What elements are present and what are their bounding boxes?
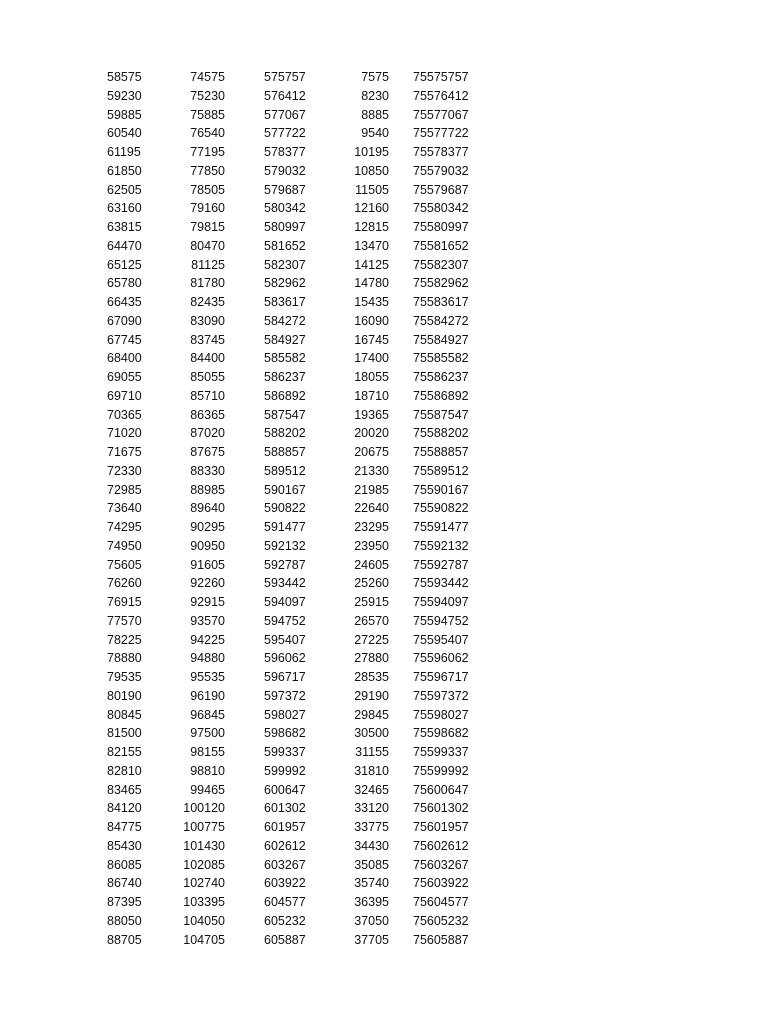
table-cell-col-5: 75600647: [413, 782, 469, 797]
table-row: [0, 368, 768, 387]
table-cell-col-1: 87395: [107, 895, 142, 909]
table-cell-col-5: 75586892: [413, 388, 469, 403]
table-cell-col-4: 24605: [354, 557, 389, 572]
table-cell-col-4: 22640: [354, 501, 389, 516]
table-cell-col-5: 75590822: [413, 501, 469, 516]
table-row: [0, 612, 768, 631]
table-cell-col-1: 74950: [107, 538, 142, 553]
table-cell-col-2: 88985: [190, 482, 225, 497]
table-cell-col-2: 84400: [190, 351, 225, 366]
table-cell-col-3: 588202: [264, 426, 306, 441]
table-cell-col-1: 77570: [107, 613, 142, 628]
table-cell-col-3: 577722: [264, 126, 306, 141]
table-cell-col-2: 97500: [190, 726, 225, 741]
table-cell-col-1: 81500: [107, 726, 142, 741]
table-cell-col-5: 75592132: [413, 538, 469, 553]
table-cell-col-2: 103395: [183, 895, 225, 909]
table-cell-col-1: 69710: [107, 388, 142, 403]
table-cell-col-2: 104705: [183, 932, 225, 947]
table-cell-col-1: 76260: [107, 576, 142, 591]
table-cell-col-1: 65780: [107, 276, 142, 291]
table-cell-col-2: 91605: [190, 557, 225, 572]
table-row: [0, 462, 768, 481]
table-cell-col-2: 92915: [190, 595, 225, 609]
table-row: [0, 818, 768, 837]
table-cell-col-5: 75577722: [413, 126, 469, 141]
table-cell-col-5: 75597372: [413, 688, 469, 703]
table-cell-col-5: 75598682: [413, 726, 469, 741]
table-row: [0, 106, 768, 125]
table-cell-col-4: 21985: [354, 482, 389, 497]
table-cell-col-4: 30500: [354, 726, 389, 741]
table-cell-col-4: 18055: [354, 370, 389, 384]
table-cell-col-2: 80470: [190, 238, 225, 253]
table-row: [0, 312, 768, 331]
table-row: [0, 331, 768, 350]
table-cell-col-4: 35085: [354, 857, 389, 872]
table-cell-col-1: 84775: [107, 820, 142, 834]
table-cell-col-3: 575757: [264, 70, 306, 84]
table-cell-col-3: 605232: [264, 913, 306, 928]
table-row: [0, 593, 768, 612]
table-cell-col-4: 9540: [361, 126, 389, 141]
table-cell-col-3: 597372: [264, 688, 306, 703]
table-cell-col-1: 71020: [107, 426, 142, 441]
table-row: [0, 124, 768, 143]
table-cell-col-3: 592132: [264, 538, 306, 553]
table-cell-col-1: 76915: [107, 595, 142, 609]
table-row: [0, 274, 768, 293]
table-cell-col-3: 579032: [264, 163, 306, 178]
table-cell-col-3: 587547: [264, 407, 306, 422]
table-cell-col-2: 102740: [183, 876, 225, 891]
table-cell-col-5: 75594752: [413, 613, 469, 628]
table-cell-col-2: 75885: [190, 107, 225, 122]
table-cell-col-5: 75587547: [413, 407, 469, 422]
table-cell-col-2: 100120: [183, 801, 225, 816]
table-cell-col-1: 67090: [107, 313, 142, 328]
table-row: [0, 349, 768, 368]
table-cell-col-1: 67745: [107, 332, 142, 347]
table-cell-col-3: 578377: [264, 145, 306, 159]
table-cell-col-3: 592787: [264, 557, 306, 572]
table-cell-col-2: 98810: [190, 763, 225, 778]
table-cell-col-5: 75580342: [413, 201, 469, 216]
table-cell-col-4: 25260: [354, 576, 389, 591]
table-cell-col-2: 87675: [190, 445, 225, 459]
table-row: [0, 687, 768, 706]
table-cell-col-3: 599337: [264, 745, 306, 759]
table-cell-col-4: 12815: [354, 220, 389, 234]
table-cell-col-4: 26570: [354, 613, 389, 628]
table-row: [0, 406, 768, 425]
table-row: [0, 518, 768, 537]
table-cell-col-1: 66435: [107, 295, 142, 309]
table-cell-col-1: 65125: [107, 257, 142, 272]
table-cell-col-5: 75586237: [413, 370, 469, 384]
table-cell-col-2: 85710: [190, 388, 225, 403]
table-cell-col-2: 76540: [190, 126, 225, 141]
table-cell-col-2: 100775: [183, 820, 225, 834]
table-cell-col-3: 580997: [264, 220, 306, 234]
table-row: [0, 837, 768, 856]
table-cell-col-5: 75584272: [413, 313, 469, 328]
table-cell-col-2: 95535: [190, 670, 225, 684]
table-cell-col-4: 23950: [354, 538, 389, 553]
table-cell-col-2: 98155: [190, 745, 225, 759]
table-cell-col-5: 75581652: [413, 238, 469, 253]
table-row: [0, 743, 768, 762]
table-cell-col-2: 93570: [190, 613, 225, 628]
table-cell-col-3: 603922: [264, 876, 306, 891]
table-cell-col-3: 594752: [264, 613, 306, 628]
table-cell-col-4: 14780: [354, 276, 389, 291]
table-row: [0, 931, 768, 950]
table-cell-col-4: 32465: [354, 782, 389, 797]
table-cell-col-1: 72985: [107, 482, 142, 497]
table-cell-col-4: 29190: [354, 688, 389, 703]
table-row: [0, 574, 768, 593]
table-cell-col-3: 581652: [264, 238, 306, 253]
table-cell-col-4: 7575: [361, 70, 389, 84]
table-cell-col-3: 582307: [264, 257, 306, 272]
table-cell-col-2: 90295: [190, 520, 225, 534]
table-cell-col-5: 75596717: [413, 670, 469, 684]
table-cell-col-3: 583617: [264, 295, 306, 309]
table-cell-col-5: 75575757: [413, 70, 469, 84]
table-cell-col-5: 75588202: [413, 426, 469, 441]
table-cell-col-5: 75603267: [413, 857, 469, 872]
table-cell-col-1: 74295: [107, 520, 142, 534]
table-cell-col-4: 31810: [354, 763, 389, 778]
table-row: [0, 724, 768, 743]
table-cell-col-5: 75584927: [413, 332, 469, 347]
table-cell-col-1: 62505: [107, 182, 142, 197]
table-cell-col-4: 19365: [354, 407, 389, 422]
table-cell-col-2: 79815: [190, 220, 225, 234]
table-cell-col-5: 75588857: [413, 445, 469, 459]
table-cell-col-5: 75579687: [413, 182, 469, 197]
table-cell-col-1: 84120: [107, 801, 142, 816]
table-cell-col-1: 75605: [107, 557, 142, 572]
table-cell-col-1: 61195: [107, 145, 141, 159]
table-cell-col-2: 79160: [190, 201, 225, 216]
table-cell-col-3: 605887: [264, 932, 306, 947]
table-cell-col-4: 21330: [354, 463, 389, 478]
table-cell-col-4: 36395: [354, 895, 389, 909]
table-cell-col-2: 94880: [190, 651, 225, 666]
table-cell-col-3: 600647: [264, 782, 306, 797]
table-cell-col-1: 60540: [107, 126, 142, 141]
table-cell-col-5: 75605887: [413, 932, 469, 947]
table-cell-col-3: 602612: [264, 838, 306, 853]
table-cell-col-1: 80845: [107, 707, 142, 722]
table-cell-col-2: 96845: [190, 707, 225, 722]
table-cell-col-5: 75602612: [413, 838, 469, 853]
table-row: [0, 799, 768, 818]
table-cell-col-2: 82435: [190, 295, 225, 309]
table-cell-col-3: 601957: [264, 820, 306, 834]
table-cell-col-2: 85055: [190, 370, 225, 384]
table-cell-col-4: 33775: [354, 820, 389, 834]
table-cell-col-5: 75601957: [413, 820, 469, 834]
table-cell-col-3: 593442: [264, 576, 306, 591]
table-cell-col-4: 29845: [354, 707, 389, 722]
table-cell-col-2: 92260: [190, 576, 225, 591]
table-cell-col-4: 10195: [354, 145, 389, 159]
table-row: [0, 706, 768, 725]
table-row: [0, 424, 768, 443]
table-cell-col-1: 59230: [107, 88, 142, 103]
table-cell-col-4: 28535: [354, 670, 389, 684]
table-cell-col-4: 20020: [354, 426, 389, 441]
table-cell-col-2: 96190: [190, 688, 225, 703]
table-cell-col-3: 590822: [264, 501, 306, 516]
table-cell-col-1: 82155: [107, 745, 142, 759]
table-cell-col-1: 86740: [107, 876, 142, 891]
table-cell-col-2: 78505: [190, 182, 225, 197]
table-cell-col-3: 596717: [264, 670, 306, 684]
table-row: [0, 68, 768, 87]
table-cell-col-5: 75589512: [413, 463, 469, 478]
table-cell-col-3: 595407: [264, 632, 306, 647]
table-cell-col-2: 94225: [190, 632, 225, 647]
table-cell-col-3: 596062: [264, 651, 306, 666]
table-row: [0, 649, 768, 668]
table-cell-col-4: 15435: [354, 295, 389, 309]
table-cell-col-4: 27880: [354, 651, 389, 666]
table-cell-col-4: 10850: [354, 163, 389, 178]
table-cell-col-5: 75590167: [413, 482, 469, 497]
table-cell-col-2: 75230: [190, 88, 225, 103]
table-cell-col-3: 604577: [264, 895, 306, 909]
table-cell-col-2: 99465: [190, 782, 225, 797]
table-row: [0, 912, 768, 931]
table-row: [0, 218, 768, 237]
table-cell-col-2: 90950: [190, 538, 225, 553]
table-row: [0, 387, 768, 406]
table-row: [0, 256, 768, 275]
table-cell-col-3: 603267: [264, 857, 306, 872]
table-cell-col-3: 591477: [264, 520, 306, 534]
table-cell-col-1: 85430: [107, 838, 142, 853]
table-cell-col-4: 18710: [354, 388, 389, 403]
table-cell-col-5: 75591477: [413, 520, 469, 534]
table-cell-col-3: 588857: [264, 445, 306, 459]
table-row: [0, 537, 768, 556]
table-row: [0, 874, 768, 893]
table-cell-col-2: 83745: [190, 332, 225, 347]
table-cell-col-4: 31155: [355, 745, 389, 759]
table-cell-col-3: 599992: [264, 763, 306, 778]
table-cell-col-2: 83090: [190, 313, 225, 328]
table-cell-col-4: 37705: [354, 932, 389, 947]
table-row: [0, 893, 768, 912]
table-cell-col-1: 73640: [107, 501, 142, 516]
table-cell-col-3: 582962: [264, 276, 306, 291]
table-cell-col-2: 87020: [190, 426, 225, 441]
table-cell-col-3: 586237: [264, 370, 306, 384]
table-cell-col-1: 59885: [107, 107, 142, 122]
table-row: [0, 556, 768, 575]
table-row: [0, 181, 768, 200]
table-cell-col-3: 601302: [264, 801, 306, 816]
table-cell-col-2: 77195: [190, 145, 225, 159]
table-row: [0, 631, 768, 650]
table-cell-col-1: 78225: [107, 632, 142, 647]
table-cell-col-4: 13470: [354, 238, 389, 253]
table-row: [0, 762, 768, 781]
table-cell-col-5: 75598027: [413, 707, 469, 722]
table-cell-col-1: 88050: [107, 913, 142, 928]
table-cell-col-1: 72330: [107, 463, 142, 478]
table-cell-col-5: 75605232: [413, 913, 469, 928]
table-cell-col-2: 104050: [183, 913, 225, 928]
table-cell-col-5: 75577067: [413, 107, 469, 122]
table-cell-col-3: 590167: [264, 482, 306, 497]
table-cell-col-5: 75604577: [413, 895, 469, 909]
table-cell-col-5: 75596062: [413, 651, 469, 666]
table-cell-col-1: 80190: [107, 688, 142, 703]
table-cell-col-2: 102085: [183, 857, 225, 872]
table-cell-col-2: 81780: [190, 276, 225, 291]
table-cell-col-1: 68400: [107, 351, 142, 366]
table-cell-col-5: 75599337: [413, 745, 469, 759]
table-cell-col-3: 594097: [264, 595, 306, 609]
table-cell-col-5: 75592787: [413, 557, 469, 572]
table-cell-col-3: 577067: [264, 107, 306, 122]
table-cell-col-4: 17400: [354, 351, 389, 366]
table-row: [0, 668, 768, 687]
table-cell-col-3: 584272: [264, 313, 306, 328]
table-cell-col-5: 75578377: [413, 145, 469, 159]
table-row: [0, 199, 768, 218]
table-cell-col-5: 75582962: [413, 276, 469, 291]
table-row: [0, 856, 768, 875]
table-cell-col-4: 8885: [361, 107, 389, 122]
table-cell-col-4: 34430: [354, 838, 389, 853]
table-cell-col-5: 75599992: [413, 763, 469, 778]
table-cell-col-5: 75579032: [413, 163, 469, 178]
table-cell-col-2: 74575: [190, 70, 225, 84]
table-cell-col-4: 16090: [354, 313, 389, 328]
table-row: [0, 499, 768, 518]
table-cell-col-4: 35740: [354, 876, 389, 891]
table-cell-col-1: 83465: [107, 782, 142, 797]
table-cell-col-2: 81125: [191, 257, 225, 272]
table-cell-col-3: 576412: [264, 88, 306, 103]
table-cell-col-3: 579687: [264, 182, 306, 197]
table-cell-col-1: 78880: [107, 651, 142, 666]
table-cell-col-4: 8230: [361, 88, 389, 103]
number-table: [0, 68, 768, 949]
table-cell-col-5: 75583617: [413, 295, 469, 309]
table-cell-col-4: 33120: [354, 801, 389, 816]
table-cell-col-5: 75582307: [413, 257, 469, 272]
table-cell-col-3: 584927: [264, 332, 306, 347]
table-cell-col-4: 11505: [355, 182, 389, 197]
table-row: [0, 143, 768, 162]
table-cell-col-1: 86085: [107, 857, 142, 872]
table-cell-col-1: 70365: [107, 407, 142, 422]
table-row: [0, 481, 768, 500]
table-cell-col-2: 101430: [183, 838, 225, 853]
table-cell-col-5: 75601302: [413, 801, 469, 816]
table-cell-col-3: 580342: [264, 201, 306, 216]
table-cell-col-5: 75593442: [413, 576, 469, 591]
table-cell-col-3: 586892: [264, 388, 306, 403]
table-cell-col-2: 77850: [190, 163, 225, 178]
table-cell-col-4: 23295: [354, 520, 389, 534]
table-cell-col-1: 71675: [107, 445, 142, 459]
table-cell-col-4: 12160: [354, 201, 389, 216]
table-row: [0, 87, 768, 106]
table-cell-col-1: 63160: [107, 201, 142, 216]
table-cell-col-5: 75576412: [413, 88, 469, 103]
table-cell-col-5: 75603922: [413, 876, 469, 891]
table-cell-col-3: 589512: [264, 463, 306, 478]
table-cell-col-4: 25915: [354, 595, 389, 609]
table-cell-col-4: 14125: [354, 257, 389, 272]
table-cell-col-1: 79535: [107, 670, 142, 684]
table-cell-col-1: 64470: [107, 238, 142, 253]
table-cell-col-1: 58575: [107, 70, 142, 84]
table-row: [0, 237, 768, 256]
table-cell-col-5: 75595407: [413, 632, 469, 647]
table-cell-col-1: 63815: [107, 220, 142, 234]
table-cell-col-3: 585582: [264, 351, 306, 366]
table-row: [0, 443, 768, 462]
table-cell-col-2: 89640: [190, 501, 225, 516]
table-cell-col-4: 37050: [354, 913, 389, 928]
table-cell-col-1: 61850: [107, 163, 142, 178]
table-cell-col-1: 82810: [107, 763, 142, 778]
table-cell-col-1: 69055: [107, 370, 142, 384]
table-cell-col-5: 75580997: [413, 220, 469, 234]
table-cell-col-5: 75594097: [413, 595, 469, 609]
table-cell-col-3: 598027: [264, 707, 306, 722]
table-cell-col-4: 20675: [354, 445, 389, 459]
table-cell-col-2: 86365: [190, 407, 225, 422]
table-row: [0, 162, 768, 181]
table-cell-col-5: 75585582: [413, 351, 469, 366]
table-cell-col-2: 88330: [190, 463, 225, 478]
table-row: [0, 293, 768, 312]
table-cell-col-1: 88705: [107, 932, 142, 947]
table-cell-col-4: 27225: [354, 632, 389, 647]
table-row: [0, 781, 768, 800]
table-cell-col-4: 16745: [354, 332, 389, 347]
table-cell-col-3: 598682: [264, 726, 306, 741]
